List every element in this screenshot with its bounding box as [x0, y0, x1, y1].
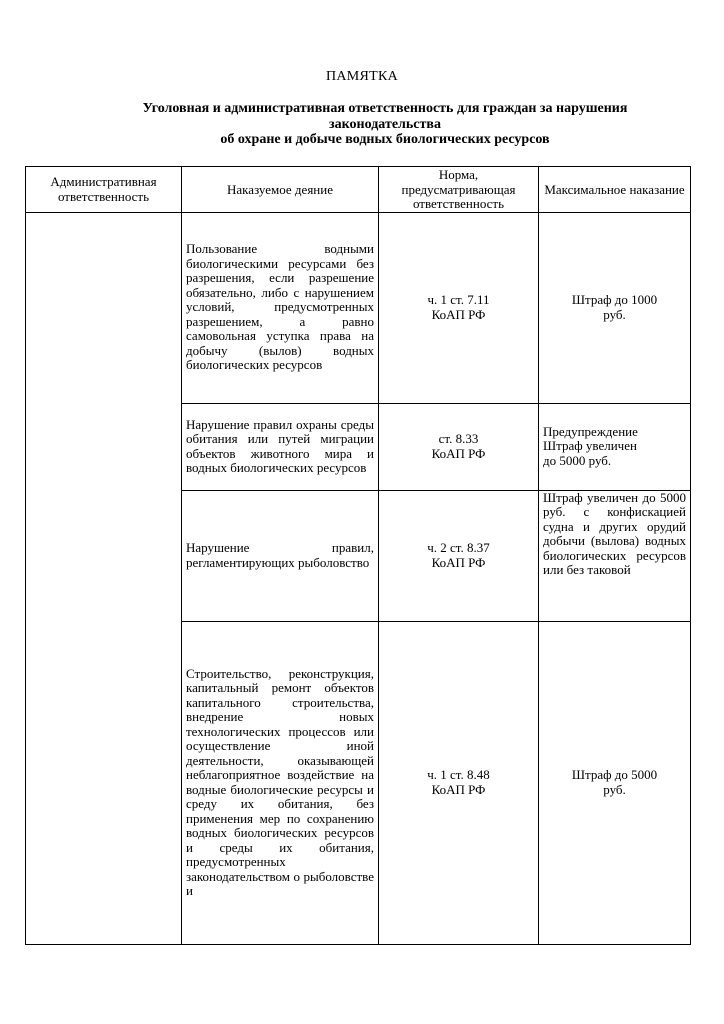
table-row: [26, 212, 691, 403]
subtitle-line-3: об охране и добыче водных биологических ресурсов: [220, 132, 550, 147]
norm-line: КоАП РФ: [431, 554, 486, 570]
norm-line: ч. 2 ст. 8.37: [427, 540, 490, 555]
penalty-line: Предупреждение: [543, 423, 638, 439]
act-cell: Строительство, реконструкция, капитальный ремонт объектов капитального строительства, внедрение новых технологических процессов или осуществление иной деятельности, оказывающей неблагоприятное воздействие на водные биологические ресурсы и среду их обитания, без применения мер по сохранению водных биологических ресурсов и среды их обитания, предусмотренных законодательством о рыболовстве и: [182, 621, 379, 944]
header-legal-norm: Норма, предусматривающая ответственность: [379, 167, 539, 213]
penalty-line: до 5000 руб.: [543, 452, 612, 468]
subtitle-line-1: Уголовная и административная ответственность для граждан за нарушения: [142, 101, 628, 116]
header-max-penalty: Максимальное наказание: [539, 167, 691, 213]
norm-line: ч. 1 ст. 8.48: [427, 767, 490, 782]
act-cell: Нарушение правил охраны среды обитания или путей миграции объектов животного мира и водных биологических ресурсов: [182, 403, 379, 490]
norm-line: ст. 8.33: [438, 431, 479, 446]
responsibility-type-cell: [26, 212, 182, 944]
penalty-cell: [539, 212, 691, 403]
norm-line: КоАП РФ: [431, 306, 486, 322]
norm-line: ч. 1 ст. 7.11: [427, 292, 490, 307]
penalty-line: Штраф до 1000: [571, 292, 658, 307]
norm-line: КоАП РФ: [431, 445, 486, 461]
norm-cell: [379, 621, 539, 944]
norm-cell: [379, 490, 539, 621]
penalty-line: руб.: [603, 781, 626, 797]
responsibility-table: [25, 166, 691, 945]
act-cell: Нарушение правил, регламентирующих рыболовство: [182, 490, 379, 621]
header-responsibility-type: Административная ответственность: [26, 167, 182, 213]
act-cell: Пользование водными биологическими ресурсами без разрешения, если разрешение обязательно, либо с нарушением условий, предусмотренных разрешением, а равно самовольная уступка права на добычу (вылов) водных биологических ресурсов: [182, 212, 379, 403]
norm-cell: [379, 212, 539, 403]
penalty-cell: Штраф увеличен до 5000 руб. с конфискацией судна и других орудий добычи (вылова) водных биологических ресурсов или без таковой: [539, 490, 691, 621]
table-header-row: [26, 167, 691, 213]
header-punishable-act: Наказуемое деяние: [182, 167, 379, 213]
norm-cell: [379, 403, 539, 490]
memo-title: ПАМЯТКА: [325, 69, 399, 84]
norm-line: КоАП РФ: [431, 781, 486, 797]
penalty-line: Штраф до 5000: [571, 767, 658, 782]
penalty-cell: [539, 403, 691, 490]
subtitle-line-2: законодательства: [329, 116, 441, 132]
penalty-line: Штраф увеличен: [543, 438, 637, 454]
memo-subtitle: [60, 101, 710, 148]
penalty-line: руб.: [603, 306, 626, 322]
penalty-cell: [539, 621, 691, 944]
